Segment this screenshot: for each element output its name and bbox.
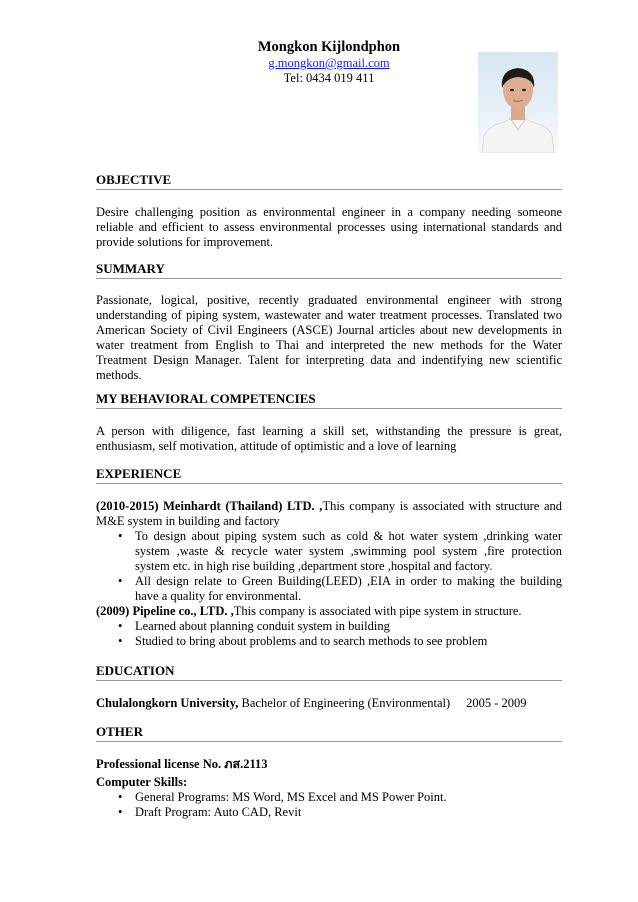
applicant-name: Mongkon Kijlondphon — [257, 39, 401, 55]
summary-text: Passionate, logical, positive, recently graduated environmental engineer with strong understanding of piping system, wastewater and water treatment processes. Translated two American Society of Civil Engineers (ASCE) Journal articles about new developments in water treatment from English to Thai and interpreted the new methods for the Water Treatment Design Manager. Talent for interpreting data and indentifying new scientific methods. — [96, 293, 562, 382]
list-item: • Draft Program: Auto CAD, Revit — [96, 805, 562, 820]
objective-section — [96, 172, 562, 250]
applicant-photo — [478, 52, 558, 153]
degree-name: Bachelor of Engineering (Environmental) — [238, 696, 451, 710]
computer-skills-heading: Computer Skills: — [96, 775, 188, 789]
other-section — [96, 724, 562, 820]
objective-heading: OBJECTIVE — [96, 172, 562, 190]
competencies-heading: MY BEHAVIORAL COMPETENCIES — [96, 391, 562, 409]
job-pipeline-bullets — [96, 619, 562, 649]
job-description: This company is associated with structure and M&E system in building and factory — [96, 499, 562, 528]
computer-skills-list — [96, 790, 562, 820]
list-item: • General Programs: MS Word, MS Excel and MS Power Point. — [96, 790, 562, 805]
list-item: • Studied to bring about problems and to search methods to see problem — [96, 634, 562, 649]
competencies-text: A person with diligence, fast learning a skill set, withstanding the pressure is great, enthusiasm, self motivation, attitude of optimistic and a love of learning — [96, 424, 562, 453]
job-meinhardt — [96, 499, 562, 529]
list-item: • All design relate to Green Building(LEED) ,EIA in order to making the building have a quality for environmental. — [96, 574, 562, 604]
education-entry — [96, 696, 562, 711]
experience-section — [96, 466, 562, 649]
school-name: Chulalongkorn University, — [96, 696, 239, 710]
professional-license: Professional license No. ภส.2113 — [96, 757, 268, 771]
competencies-section — [96, 391, 562, 454]
objective-text: Desire challenging position as environmental engineer in a company needing someone reliable and efficient to assess environmental processes using international standards and provide solutions for improvement. — [96, 205, 562, 249]
education-years: 2005 - 2009 — [466, 696, 527, 710]
job-heading: (2010-2015) Meinhardt (Thailand) LTD. , — [96, 499, 323, 513]
job-heading: (2009) Pipeline co., LTD. , — [96, 604, 234, 618]
job-description: This company is associated with pipe system in structure. — [233, 604, 522, 618]
email-link[interactable]: g.mongkon@gmail.com — [268, 56, 390, 70]
summary-heading: SUMMARY — [96, 261, 562, 279]
job-meinhardt-bullets — [96, 529, 562, 604]
education-section — [96, 663, 562, 711]
list-item: • Learned about planning conduit system in building — [96, 619, 562, 634]
experience-heading: EXPERIENCE — [96, 466, 562, 484]
summary-section — [96, 261, 562, 383]
education-heading: EDUCATION — [96, 663, 562, 681]
other-heading: OTHER — [96, 724, 562, 742]
phone-number: Tel: 0434 019 411 — [283, 71, 375, 85]
job-pipeline — [96, 604, 562, 619]
list-item: • To design about piping system such as cold & hot water system ,drinking water system ,waste & recycle water system ,swimming pool system ,fire protection system etc. in high rise building ,department store ,hospital and factory. — [96, 529, 562, 574]
